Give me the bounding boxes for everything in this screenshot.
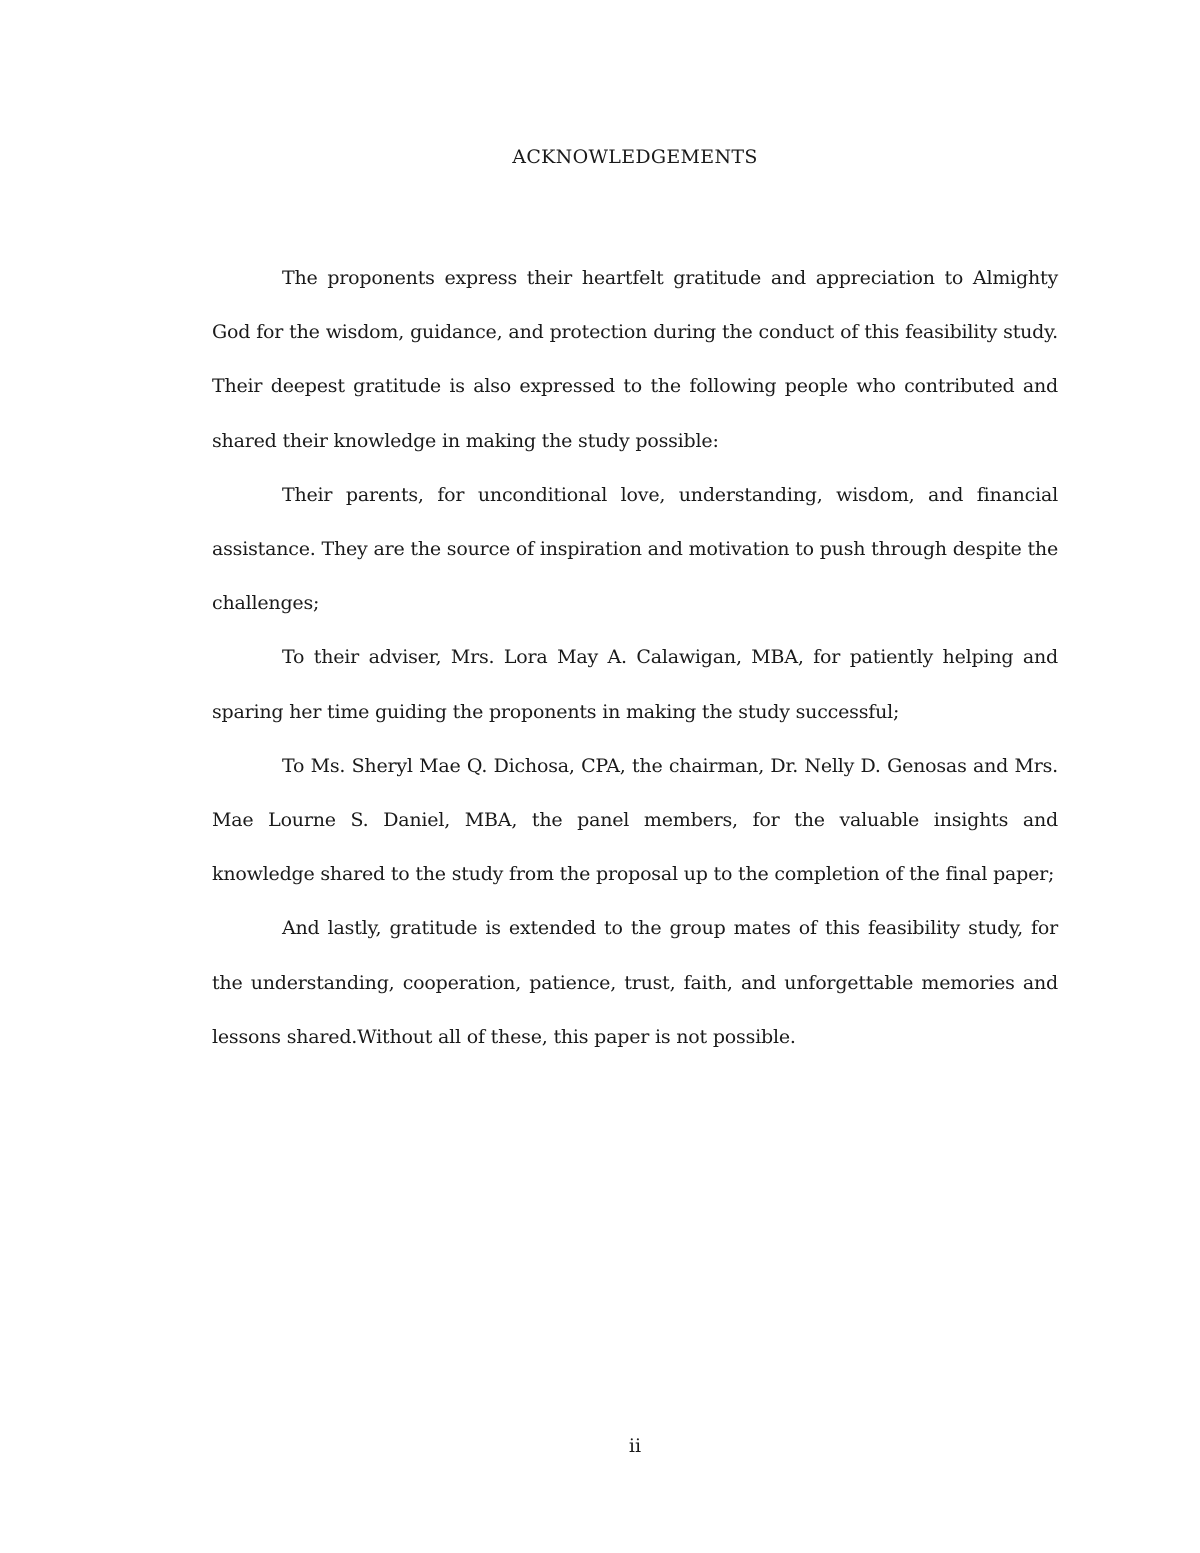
page-number: ii [628,1435,642,1457]
paragraph-panel: To Ms. Sheryl Mae Q. Dichosa, CPA, the chairman, Dr. Nelly D. Genosas and Mrs. Mae Lourne S. Daniel, MBA, the panel members, for the valuable insights and knowledge shared to the study from the proposal up to the completion of the final paper; [212,754,1058,886]
paragraph-intro: The proponents express their heartfelt gratitude and appreciation to Almighty God for the wisdom, guidance, and protection during the conduct of this feasibility study. Their deepest gratitude is also expressed to the following people who contributed and shared their knowledge in making the study possible: [212,267,1058,452]
acknowledgements-body [212,251,1058,1064]
paragraph-parents: Their parents, for unconditional love, understanding, wisdom, and financial assistance. They are the source of inspiration and motivation to push through despite the challenges; [212,483,1058,615]
page-title: ACKNOWLEDGEMENTS [512,146,758,168]
paragraph-groupmates: And lastly, gratitude is extended to the group mates of this feasibility study, for the understanding, cooperation, patience, trust, faith, and unforgettable memories and lessons shared.Without all of these, this paper is not possible. [212,917,1058,1048]
paragraph-adviser: To their adviser, Mrs. Lora May A. Calawigan, MBA, for patiently helping and sparing her time guiding the proponents in making the study successful; [212,646,1058,723]
